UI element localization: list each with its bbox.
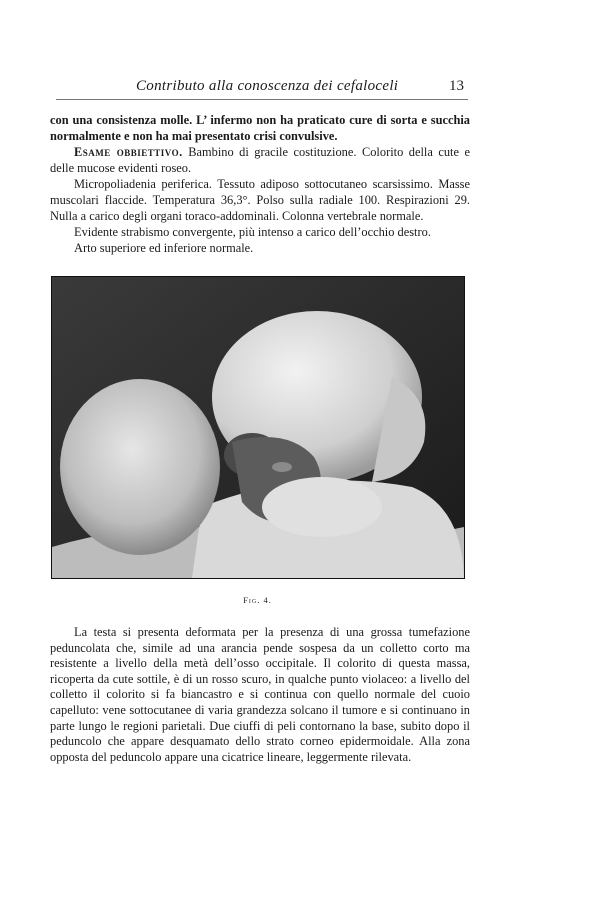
infant-photo-illustration — [52, 277, 464, 578]
running-header — [56, 78, 468, 98]
upper-text-block — [50, 112, 470, 256]
header-rule — [56, 99, 468, 100]
paragraph-limbs: Arto superiore ed inferiore normale. — [74, 241, 254, 255]
exam-lead: Esame obbiettivo. — [74, 145, 183, 159]
paragraph-strabismus: Evidente strabismo convergente, più intenso a carico dell’occhio destro. — [74, 225, 431, 239]
paragraph-findings: Micropoliadenia periferica. Tessuto adiposo sottocutaneo scarsissimo. Masse muscolari flaccide. Temperatura 36,3°. Polso sulla radiale 100. Respirazioni 29. Nulla a carico degli organi toraco-addominali. Colonna vertebrale normale. — [50, 177, 470, 223]
paragraph-head-description: La testa si presenta deformata per la presenza di una grossa tumefazione peduncolata che, simile ad una arancia pende sospesa da un colletto corto ma resistente a livello della metà dell’osso occipitale. Il colorito di questa massa, ricoperta da cute sottile, è di un rosso scuro, in qualche punto violaceo: a livello del colletto il colorito si fa biancastro e si continua con quello normale del cuoio capelluto: vene sottocutanee di varia grandezza solcano il tumore e si continuano in parte lungo le regioni parietali. Due ciuffi di peli contornano la base, subito dopo il peduncolo che appare desquamato dello strato corneo epidermoidale. Alla zona opposta del peduncolo appare una cicatrice lineare, leggermente rilevata. — [50, 625, 470, 764]
paragraph-consistency: con una consistenza molle. L’ infermo non ha praticato cure di sorta e succhia normalmente e non ha mai presentato crisi convulsive. — [50, 113, 470, 143]
page-number: 13 — [449, 78, 464, 94]
figure-caption: Fig. 4. — [243, 595, 272, 605]
figure-photograph — [51, 276, 465, 579]
running-title: Contributo alla conoscenza dei cefaloceli — [136, 78, 399, 94]
paragraph-exam — [50, 144, 470, 176]
exam-text: Bambino di gracile costituzione. Colorito della cute e delle mucose evidenti roseo. — [50, 145, 470, 175]
lower-text-block — [50, 625, 470, 765]
